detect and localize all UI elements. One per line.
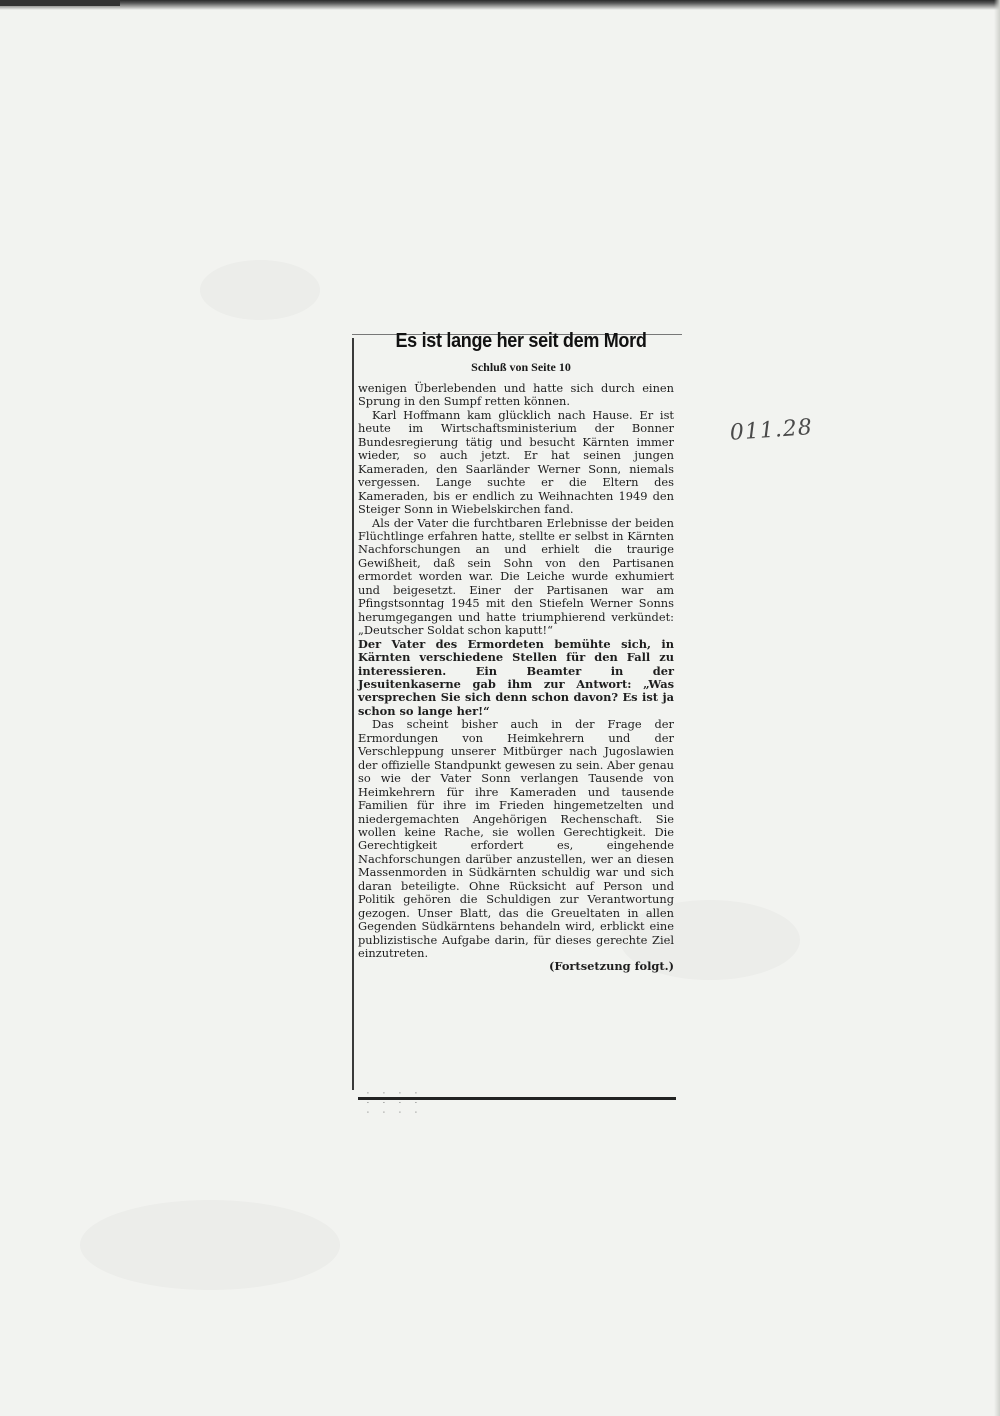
article-paragraph-bold: Der Vater des Ermordeten bemühte sich, in Kärnten verschiedene Stellen für den Fall zu interessieren. Ein Beamter in der Jesuitenkaserne gab ihm zur Antwort: „Was versprechen Sie sich denn schon davon? Es ist ja schon so lange her!“ [358, 636, 674, 718]
article-paragraph: Das scheint bisher auch in der Frage der Ermordungen von Heimkehrern und der Verschleppung unserer Mitbürger nach Jugoslawien der offizielle Standpunkt gewesen zu sein. Aber genau so wie der Vater Sonn verlangen Tausende von Heimkehrern für ihre Kameraden und tausende Familien für ihre im Frieden hingemetzelten und niedergemachten Angehörigen Rechenschaft. Sie wollen keine Rache, sie wollen Gerechtigkeit. Die Gerechtigkeit erfordert es, eingehende Nachforschungen darüber anzustellen, wer an diesen Massenmorden in Südkärnten schuldig war und sich daran beteiligte. Ohne Rücksicht auf Person und Politik gehören die Schuldigen zur Verantwortung gezogen. Unser Blatt, das die Greueltaten in allen Gegenden Südkärntens behandeln wird, erblickt eine publizistische Aufgabe darin, für dieses gerechte Ziel einzutreten. [358, 717, 674, 961]
article-paragraph: Karl Hoffmann kam glücklich nach Hause. Er ist heute im Wirtschaftsministerium der Bonner Bundesregierung tätig und besucht Kärnten immer wieder, so auch jetzt. Er hat seinen jungen Kameraden, den Saarländer Werner Sonn, niemals vergessen. Lange suchte er die Eltern des Kameraden, bis er endlich zu Weihnachten 1949 den Steiger Sonn in Wiebelskirchen fand. [358, 407, 674, 517]
continuation-note: (Fortsetzung folgt.) [548, 959, 674, 974]
scan-corner-mark [0, 0, 120, 6]
article-headline: Es ist lange her seit dem Mord [395, 328, 647, 352]
paper-smudge [200, 260, 320, 320]
article-paragraph: wenigen Überlebenden und hatte sich durch einen Sprung in den Sumpf retten können. [358, 381, 674, 409]
article-body [358, 382, 674, 974]
scan-top-edge [0, 0, 1000, 10]
article-end-line [358, 960, 674, 973]
clipping-left-rule [352, 338, 354, 1090]
margin-note: 011.28 [729, 415, 814, 446]
scan-right-edge [994, 0, 1000, 1416]
archive-stamp: · · · · · · · · · · · · [363, 1090, 421, 1115]
article-paragraph: Als der Vater die furchtbaren Erlebnisse der beiden Flüchtlinge erfahren hatte, stellte er selbst in Kärnten Nachforschungen an und erhielt die traurige Gewißheit, daß sein Sohn von den Partisanen ermordet worden war. Die Leiche wurde exhumiert und beigesetzt. Einer der Partisanen war am Pfingstsonntag 1945 mit den Stiefeln Werner Sonns herumgegangen und hatte triumphierend verkündet: „Deutscher Soldat schon kaputt!“ [358, 515, 674, 638]
newspaper-clipping [346, 320, 682, 1100]
article-subheading: Schluß von Seite 10 [471, 360, 571, 374]
bleed-through-text [100, 1180, 940, 1240]
